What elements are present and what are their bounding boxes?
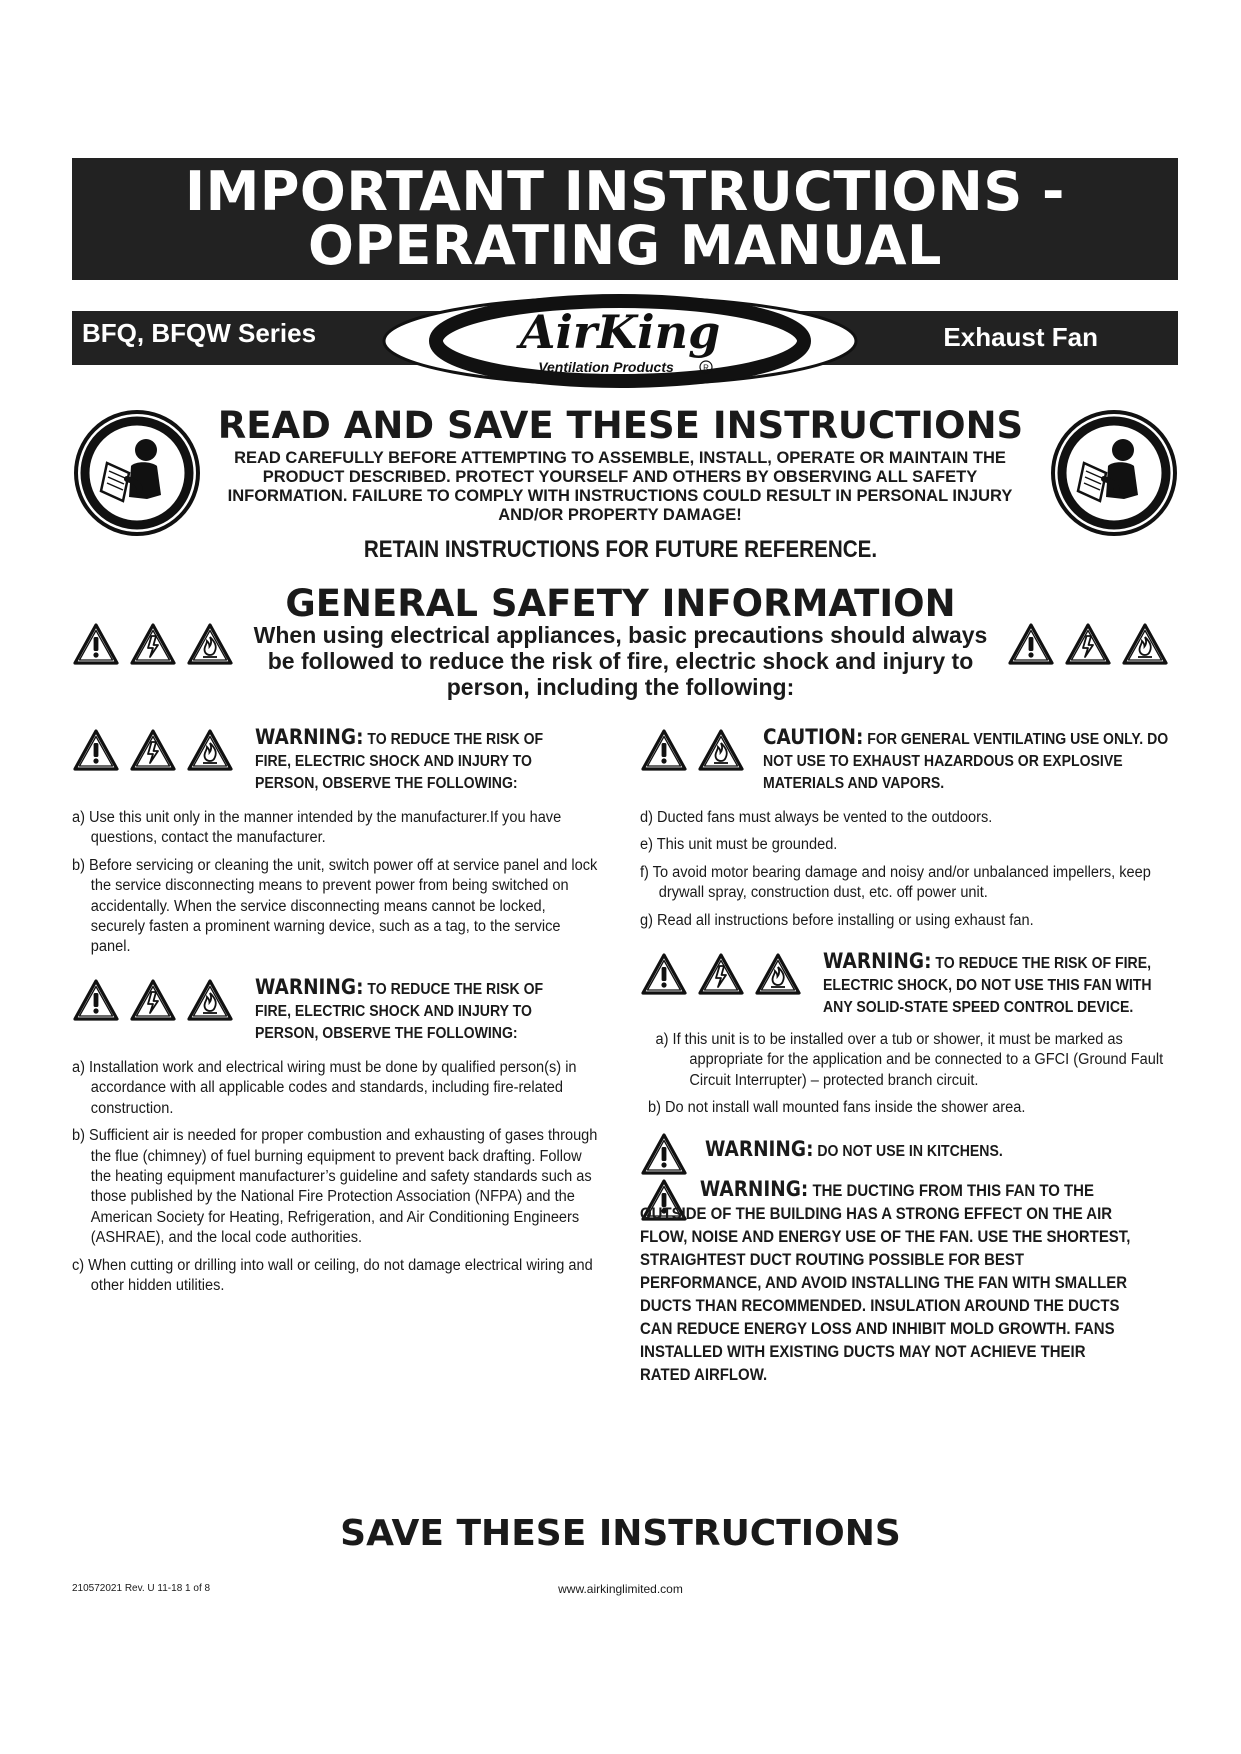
hazard-icons-left (72, 622, 243, 668)
series-label: BFQ, BFQW Series (82, 318, 317, 348)
warning2-heading (255, 976, 572, 1045)
list-item: g) Read all instructions before installing or using exhaust fan. (640, 911, 1034, 929)
warning4-icon (640, 1132, 697, 1178)
warning1-icons (72, 728, 243, 774)
general-safety-intro: When using electrical appliances, basic precautions should always be followed to reduce the risk of fire, electric shock and injury to person, including the following: (253, 622, 988, 700)
warning4-heading (705, 1138, 1127, 1163)
fire-hazard-icon (697, 728, 745, 772)
list-item: b) Do not install wall mounted fans inside the shower area. (648, 1099, 1026, 1117)
list-item: c) When cutting or drilling into wall or ceiling, do not damage electrical wiring and other hidden utilities. (72, 1256, 593, 1295)
general-safety-title: GENERAL SAFETY INFORMATION (285, 582, 956, 625)
registered-mark: R (703, 363, 709, 373)
fire-hazard-icon (186, 622, 234, 666)
caution-lead: CAUTION: (763, 725, 864, 749)
warning2-lead: WARNING: (255, 975, 364, 999)
warning4-text: DO NOT USE IN KITCHENS. (817, 1143, 1003, 1160)
fire-hazard-icon (1121, 622, 1169, 666)
list-item: b) Before servicing or cleaning the unit, switch power off at service panel and lock the service disconnecting means to prevent power from being switched on accidentally. When the service disconnecting means cannot be locked, securely fasten a prominent warning device, such as a tag, to the service panel. (72, 856, 598, 956)
warning3-heading (823, 950, 1184, 1019)
electric-shock-icon (129, 978, 177, 1022)
electric-shock-icon (697, 952, 745, 996)
list-item: a) If this unit is to be installed over a tub or shower, it must be marked as appropriate for the application and be connected to a GFCI (Ground Fault Circuit Interrupter) – protected branch circuit. (655, 1031, 1164, 1089)
warning3-text: TO REDUCE THE RISK OF FIRE, ELECTRIC SHOCK, DO NOT USE THIS FAN WITH ANY SOLID-STATE SPEED CONTROL DEVICE. (823, 955, 1152, 1016)
page-title-line-2: OPERATING MANUAL (308, 214, 942, 277)
list-item: a) Installation work and electrical wiring must be done by qualified person(s) in accordance with all applicable codes and standards, including fire-related construction. (72, 1059, 577, 1117)
warning1-text: TO REDUCE THE RISK OF FIRE, ELECTRIC SHOCK AND INJURY TO PERSON, OBSERVE THE FOLLOWING: (255, 731, 544, 792)
title-banner (72, 158, 1178, 280)
logo-wordmark: AirKing (519, 305, 721, 359)
caution-heading (763, 726, 1177, 795)
electric-shock-icon (129, 728, 177, 772)
warning3-lead: WARNING: (823, 949, 932, 973)
warning3-icons (640, 952, 811, 998)
fire-hazard-icon (186, 978, 234, 1022)
list-item: b) Sufficient air is needed for proper combustion and exhausting of gases through the flue (chimney) of fuel burning equipment to prevent back drafting. Follow the heating equipment manufacturer’s guideline and safety standards such as those published by the National Fire Protection Association (NFPA) and the American Society for Heating, Refrigeration, and Air Conditioning Engineers (ASHRAE), and the local code authorities. (72, 1127, 598, 1247)
page-title-line-1: IMPORTANT INSTRUCTIONS - (185, 160, 1065, 223)
list-item: a) Use this unit only in the manner intended by the manufacturer.If you have questions, contact the manufacturer. (72, 809, 562, 847)
caution-icons (640, 728, 754, 774)
electric-shock-icon (129, 622, 177, 666)
fire-hazard-icon (186, 728, 234, 772)
airking-logo (380, 293, 860, 389)
warning-exclamation-icon (72, 728, 120, 772)
warning3-list (648, 1030, 1170, 1126)
hazard-icons-right (1007, 622, 1178, 668)
product-label: Exhaust Fan (943, 322, 1098, 352)
caution-list (640, 808, 1166, 938)
warning1-heading (255, 726, 572, 795)
list-item: d) Ducted fans must always be vented to the outdoors. (640, 809, 993, 826)
warning5-text: THE DUCTING FROM THIS FAN TO THE OUTSIDE OF THE BUILDING HAS A STRONG EFFECT ON THE AIR FLOW, NOISE AND ENERGY USE OF THE FAN. USE THE SHORTEST, STRAIGHTEST DUCT ROUTING POSSIBLE FOR BEST PERFORMANCE, AND AVOID INSTALLING THE FAN WITH SMALLER DUCTS THAN RECOMMENDED. INSULATION AROUND THE DUCTS CAN REDUCE ENERGY LOSS AND INHIBIT MOLD GROWTH. FANS INSTALLED WITH EXISTING DUCTS MAY NOT ACHIEVE THEIR RATED AIRFLOW. (640, 1181, 1131, 1384)
warning-exclamation-icon (640, 952, 688, 996)
retain-notice: RETAIN INSTRUCTIONS FOR FUTURE REFERENCE. (363, 536, 878, 563)
caution-text: FOR GENERAL VENTILATING USE ONLY. DO NOT USE TO EXHAUST HAZARDOUS OR EXPLOSIVE MATERIALS AND VAPORS. (763, 731, 1169, 792)
warning1-list (72, 808, 598, 965)
fire-hazard-icon (754, 952, 802, 996)
warning4-lead: WARNING: (705, 1137, 814, 1161)
electric-shock-icon (1064, 622, 1112, 666)
read-save-body: READ CAREFULLY BEFORE ATTEMPTING TO ASSEMBLE, INSTALL, OPERATE OR MAINTAIN THE PRODUCT DESCRIBED. PROTECT YOURSELF AND OTHERS BY OBSERVING ALL SAFETY INFORMATION. FAILURE TO COMPLY WITH INSTRUCTIONS COULD RESULT IN PERSONAL INJURY AND/OR PROPERTY DAMAGE! (227, 449, 1013, 524)
warning5-block (640, 1178, 1133, 1386)
warning-exclamation-icon (640, 1132, 688, 1176)
warning-exclamation-icon (640, 728, 688, 772)
warning-exclamation-icon (1007, 622, 1055, 666)
website-link[interactable]: www.airkinglimited.com (558, 1582, 683, 1596)
warning-exclamation-icon (72, 978, 120, 1022)
warning-exclamation-icon (72, 622, 120, 666)
warning2-icons (72, 978, 243, 1024)
list-item: e) This unit must be grounded. (640, 836, 838, 854)
list-item: f) To avoid motor bearing damage and noisy and/or unbalanced impellers, keep drywall spray, construction dust, etc. off power unit. (640, 863, 1151, 902)
read-save-title: READ AND SAVE THESE INSTRUCTIONS (217, 404, 1024, 447)
logo-subtext: Ventilation Products (538, 359, 674, 375)
warning2-text: TO REDUCE THE RISK OF FIRE, ELECTRIC SHOCK AND INJURY TO PERSON, OBSERVE THE FOLLOWING: (255, 981, 544, 1042)
warning5-lead: WARNING: (699, 1177, 809, 1201)
warning1-lead: WARNING: (255, 725, 364, 749)
document-code: 210572021 Rev. U 11-18 1 of 8 (72, 1583, 211, 1594)
save-instructions-footer: SAVE THESE INSTRUCTIONS (340, 1513, 901, 1554)
warning2-list (72, 1058, 598, 1303)
